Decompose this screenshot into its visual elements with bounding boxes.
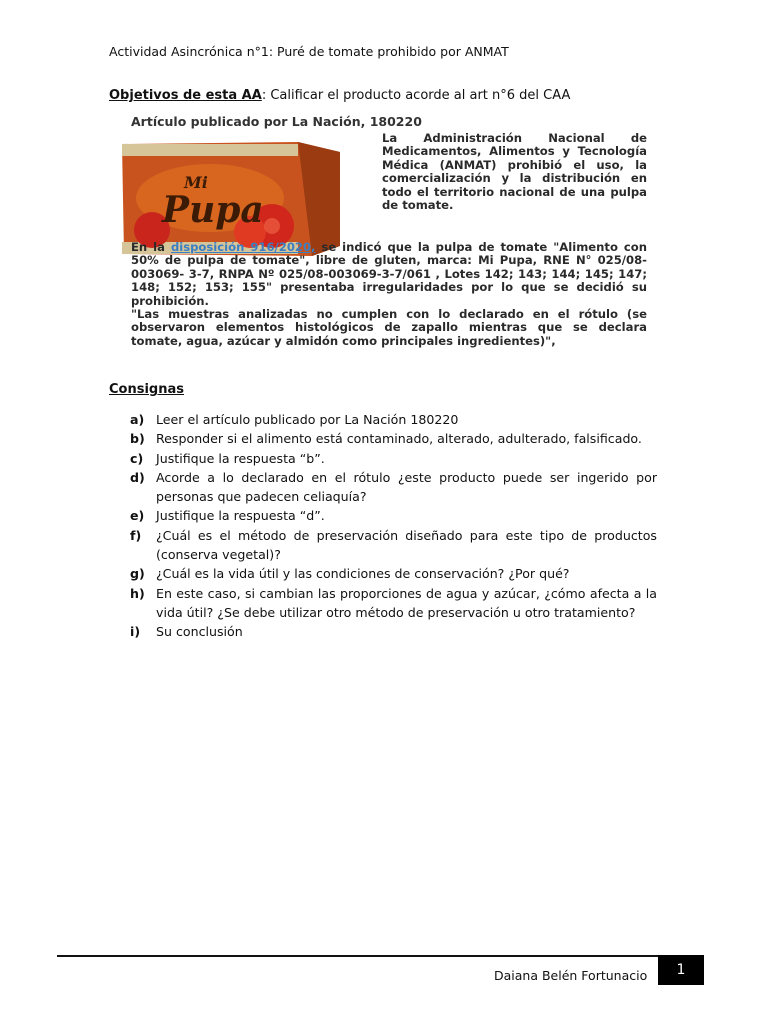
list-item: f) ¿Cuál es el método de preservación diseñado para este tipo de productos (conserva vegetal)? (130, 527, 657, 563)
product-brand-small: Mi (184, 173, 208, 192)
list-item: a) Leer el artículo publicado por La Nación 180220 (130, 412, 459, 427)
article-right-text: La Administración Nacional de Medicamentos, Alimentos y Tecnología Médica (ANMAT) prohibió el uso, la comercialización y la distribución en todo el territorio nacional de una pulpa de tomate. (382, 131, 647, 213)
disposicion-link[interactable]: disposición 916/2020, (170, 240, 316, 254)
list-item: d) Acorde a lo declarado en el rótulo ¿este producto puede ser ingerido por personas que padecen celiaquía? (130, 469, 657, 505)
consignas-list (130, 410, 657, 642)
product-brand: Pupa (162, 189, 264, 231)
list-item: c) Justifique la respuesta “b”. (130, 450, 325, 466)
footer-divider (57, 955, 658, 957)
article-title: Artículo publicado por La Nación, 180220 (131, 114, 422, 129)
list-item: i) Su conclusión (130, 624, 243, 640)
footer-author: Daiana Belén Fortunacio (494, 968, 648, 983)
page-header: Actividad Asincrónica n°1: Puré de tomate prohibido por ANMAT (109, 44, 509, 59)
objectives-label: Objetivos de esta AA (109, 88, 262, 103)
objectives: Objetivos de esta AA: Calificar el producto acorde al art n°6 del CAA (109, 88, 571, 103)
consignas-title: Consignas (109, 382, 184, 397)
product-image (122, 134, 348, 256)
list-item: h) En este caso, si cambian las proporciones de agua y azúcar, ¿cómo afecta a la vida útil? ¿Se debe utilizar otro método de preservación u otro tratamiento? (130, 585, 657, 620)
list-item: g) ¿Cuál es la vida útil y las condiciones de conservación? ¿Por qué? (130, 566, 570, 582)
article-clipping (116, 110, 654, 372)
list-item: e) Justifique la respuesta “d”. (130, 508, 325, 524)
objectives-text: Calificar el producto acorde al art n°6 del CAA (270, 88, 571, 103)
page-number: 1 (658, 955, 704, 985)
article-body: En la disposición 916/2020, se indicó que la pulpa de tomate "Alimento con 50% de pulpa de tomate", libre de gluten, marca: Mi Pupa, RNE N° 025/08-003069- 3-7, RNPA Nº 025/08-003069-3-7/061 , Lotes 142; 143; 144; 145; 147; 148; 152; 153; 155" presentaba irregularidades por lo que se decidió su prohibición. "Las muestras analizadas no cumplen con lo declarado en el rótulo (se observaron elementos histológicos de zapallo mientras que se declara tomate, agua, azúcar y almidón como principales ingredientes)", (131, 240, 648, 348)
article-quote: "Las muestras analizadas no cumplen con lo declarado en el rótulo (se observaron elementos histológicos de zapallo mientras que se declara tomate, agua, azúcar y almidón como principales ingredientes)", (131, 307, 647, 348)
list-item: b) Responder si el alimento está contaminado, alterado, adulterado, falsificado. (130, 431, 642, 447)
